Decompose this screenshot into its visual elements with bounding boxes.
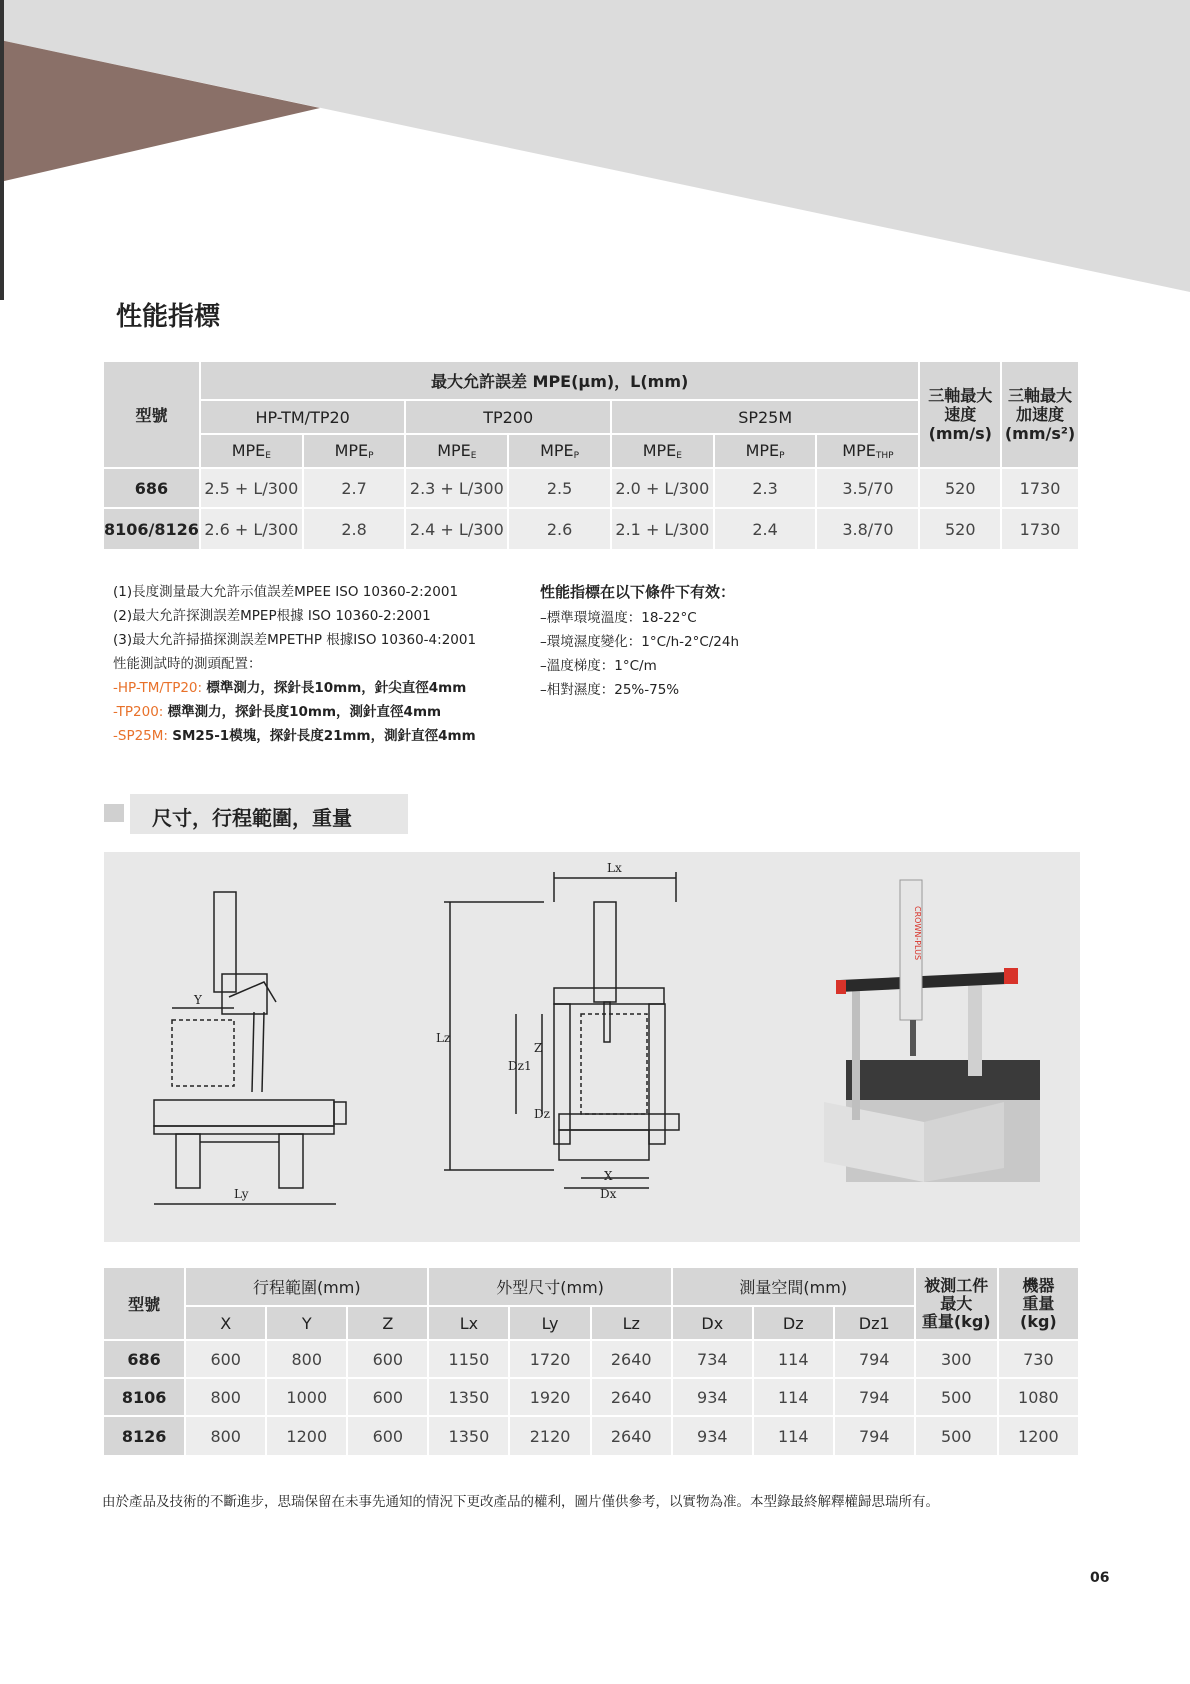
sub-header: $MPE_{THP}$ bbox=[816, 434, 919, 468]
probe-line: -SP25M: SM25-1模塊，探針長度21mm，測針直徑4mm bbox=[113, 728, 476, 744]
model-header: 型號 bbox=[104, 1268, 185, 1340]
sub-header: Dx bbox=[672, 1306, 753, 1340]
dim-label-lz: Lz bbox=[436, 1031, 451, 1045]
dim-label-z: Z bbox=[534, 1041, 543, 1055]
section-marker bbox=[104, 804, 124, 822]
front-view-drawing bbox=[444, 872, 679, 1188]
group-header: 測量空間(mm) bbox=[672, 1268, 915, 1306]
condition-line: –標準環境溫度：18-22°C bbox=[540, 610, 697, 626]
condition-line: –環境濕度變化：1°C/h-2°C/24h bbox=[540, 634, 740, 650]
sub-header: $MPE_E$ bbox=[611, 434, 714, 468]
sub-header: Dz bbox=[753, 1306, 834, 1340]
note-line: 性能測試時的測頭配置： bbox=[113, 656, 262, 672]
workpiece-weight-header: 被測工件 最大 重量(kg) bbox=[915, 1268, 998, 1340]
dim-label-dz: Dz bbox=[534, 1107, 550, 1121]
note-line: (3)最大允許掃描探測誤差MPETHP 根據ISO 10360-4:2001 bbox=[113, 632, 477, 648]
notes-left bbox=[113, 580, 476, 748]
condition-line: –相對濕度：25%-75% bbox=[540, 682, 680, 698]
probe-line: -HP-TM/TP20: 標準測力，探針長10mm，針尖直徑4mm bbox=[113, 680, 467, 696]
accel-header: 三軸最大 加速度 (mm/s²) bbox=[1001, 362, 1079, 468]
group-header: 行程範圍(mm) bbox=[185, 1268, 428, 1306]
sub-header: Y bbox=[266, 1306, 347, 1340]
table-row: 8126 800 1200 600 1350 2120 2640 934 114 794 500 1200 bbox=[104, 1416, 1079, 1456]
sub-header: $MPE_P$ bbox=[303, 434, 406, 468]
sub-header: Z bbox=[347, 1306, 428, 1340]
dim-label-lx: Lx bbox=[607, 861, 622, 875]
speed-header: 三軸最大 速度 (mm/s) bbox=[919, 362, 1001, 468]
sub-header: $MPE_E$ bbox=[405, 434, 508, 468]
table-row: 8106/8126 2.6 + L/300 2.8 2.4 + L/300 2.6 2.1 + L/300 2.4 3.8/70 520 1730 bbox=[104, 508, 1079, 550]
conditions-title: 性能指標在以下條件下有效： bbox=[540, 583, 736, 601]
sub-header: X bbox=[185, 1306, 266, 1340]
sub-header: $MPE_E$ bbox=[200, 434, 303, 468]
table-row: 686 2.5 + L/300 2.7 2.3 + L/300 2.5 2.0 + L/300 2.3 3.5/70 520 1730 bbox=[104, 468, 1079, 508]
performance-table bbox=[104, 362, 1080, 551]
note-line: (1)長度測量最大允許示值誤差MPEE ISO 10360-2:2001 bbox=[113, 584, 459, 600]
dimension-diagrams bbox=[104, 852, 1080, 1242]
sub-header: Ly bbox=[509, 1306, 590, 1340]
probe-line: -TP200: 標準測力，探針長度10mm，測針直徑4mm bbox=[113, 704, 442, 720]
sub-header: $MPE_P$ bbox=[508, 434, 611, 468]
header-decoration bbox=[0, 0, 1190, 300]
dim-label-dx: Dx bbox=[600, 1187, 617, 1201]
dim-label-ly: Ly bbox=[234, 1187, 249, 1201]
machine-illustration bbox=[824, 880, 1040, 1182]
table-row: 8106 800 1000 600 1350 1920 2640 934 114 794 500 1080 bbox=[104, 1378, 1079, 1416]
dim-label-dz1: Dz1 bbox=[508, 1059, 532, 1073]
notes-right bbox=[540, 580, 739, 702]
sub-header: Lx bbox=[428, 1306, 509, 1340]
dimensions-table bbox=[104, 1268, 1080, 1457]
mpe-header: 最大允許誤差 MPE(μm)，L(mm) bbox=[200, 362, 920, 400]
section-title-dimensions: 尺寸，行程範圍，重量 bbox=[152, 806, 352, 830]
sub-header: $MPE_P$ bbox=[714, 434, 817, 468]
model-header: 型號 bbox=[104, 362, 200, 468]
group-header: TP200 bbox=[405, 400, 611, 434]
side-view-drawing bbox=[154, 892, 346, 1204]
group-header: HP-TM/TP20 bbox=[200, 400, 406, 434]
condition-line: –溫度梯度：1°C/m bbox=[540, 658, 657, 674]
section-title-performance: 性能指標 bbox=[116, 302, 221, 332]
dimension-diagram-panel bbox=[104, 852, 1080, 1242]
group-header: 外型尺寸(mm) bbox=[428, 1268, 672, 1306]
note-line: (2)最大允許探測誤差MPEP根據 ISO 10360-2:2001 bbox=[113, 608, 431, 624]
footer-disclaimer: 由於產品及技術的不斷進步，思瑞保留在未事先通知的情況下更改產品的權利，圖片僅供參考，以實物為准。本型錄最終解釋權歸思瑞所有。 bbox=[102, 1494, 939, 1510]
table-row: 686 600 800 600 1150 1720 2640 734 114 794 300 730 bbox=[104, 1340, 1079, 1378]
dim-label-x: X bbox=[604, 1169, 613, 1183]
group-header: SP25M bbox=[611, 400, 919, 434]
machine-weight-header: 機器 重量 (kg) bbox=[998, 1268, 1079, 1340]
page-number: 06 bbox=[1090, 1570, 1110, 1586]
machine-brand-label: CROWN-PLUS bbox=[913, 906, 922, 961]
dim-label-y: Y bbox=[194, 993, 202, 1007]
section-title-dimensions-wrap bbox=[104, 794, 404, 834]
sub-header: Lz bbox=[591, 1306, 672, 1340]
sub-header: Dz1 bbox=[834, 1306, 915, 1340]
